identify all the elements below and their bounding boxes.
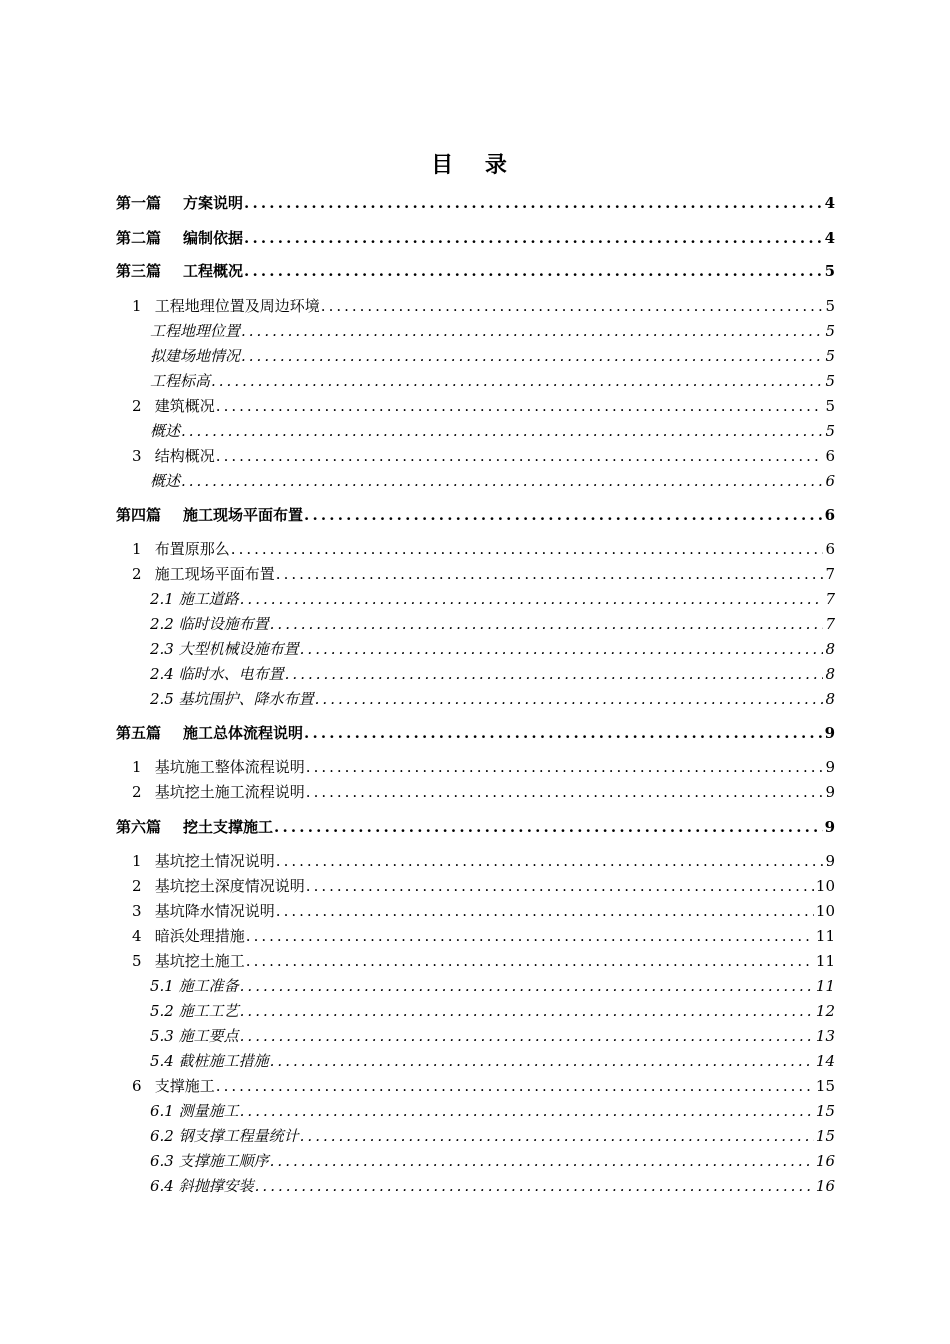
- toc-page-number: 15: [815, 1077, 835, 1095]
- toc-section[interactable]: [132, 538, 835, 559]
- toc-subsection[interactable]: [150, 1125, 835, 1146]
- toc-page-number: 5: [825, 422, 835, 440]
- toc-chapter[interactable]: [116, 192, 835, 213]
- toc-entry-text: 施工工艺: [178, 1002, 239, 1020]
- toc-leader-dots: [275, 565, 824, 583]
- toc-section[interactable]: [132, 445, 835, 466]
- toc-chapter[interactable]: [116, 504, 835, 525]
- toc-leader-dots: [299, 640, 824, 658]
- toc-entry-number: 3: [132, 902, 142, 920]
- toc-entry-text: 概述: [150, 422, 181, 440]
- toc-entry-text: 暗浜处理措施: [154, 927, 245, 945]
- toc-leader-dots: [180, 422, 823, 440]
- toc-page-number: 5: [825, 397, 835, 415]
- toc-entry-label: [150, 1150, 269, 1171]
- toc-entry-label: [150, 320, 240, 341]
- toc-section[interactable]: [132, 875, 835, 896]
- toc-entry-label: [132, 395, 215, 416]
- toc-entry-label: [132, 295, 320, 316]
- toc-entry-number: 6.4: [150, 1177, 174, 1195]
- toc-entry-text: 基坑挖土施工: [154, 952, 245, 970]
- toc-leader-dots: [284, 665, 824, 683]
- toc-subsection[interactable]: [150, 420, 835, 441]
- toc-entry-label: [132, 925, 245, 946]
- toc-page-number: 4: [824, 229, 835, 247]
- toc-entry-text: 基坑挖土深度情况说明: [154, 877, 305, 895]
- toc-leader-dots: [243, 194, 823, 212]
- toc-entry-label: [116, 816, 273, 837]
- toc-entry-label: [150, 420, 180, 441]
- toc-entry-text: 施工准备: [178, 977, 239, 995]
- toc-subsection[interactable]: [150, 663, 835, 684]
- toc-section[interactable]: [132, 756, 835, 777]
- toc-entry-number: 2.4: [150, 665, 174, 683]
- toc-page-number: 6: [824, 506, 835, 524]
- toc-leader-dots: [239, 977, 814, 995]
- toc-subsection[interactable]: [150, 320, 835, 341]
- toc-leader-dots: [239, 1027, 814, 1045]
- toc-page-number: 5: [825, 322, 835, 340]
- toc-page-number: 16: [815, 1152, 835, 1170]
- toc-page-number: 9: [824, 818, 835, 836]
- toc-entry-number: 5.3: [150, 1027, 174, 1045]
- toc-page-number: 7: [825, 615, 835, 633]
- toc-entry-text: 临时水、电布置: [178, 665, 284, 683]
- toc-subsection[interactable]: [150, 1100, 835, 1121]
- toc-page-number: 11: [815, 927, 835, 945]
- toc-entry-text: 施工总体流程说明: [183, 724, 304, 742]
- toc-entry-number: 2: [132, 565, 142, 583]
- toc-entry-label: [150, 1100, 239, 1121]
- toc-entry-text: 测量施工: [178, 1102, 239, 1120]
- toc-leader-dots: [215, 397, 824, 415]
- toc-entry-text: 基坑施工整体流程说明: [154, 758, 305, 776]
- toc-entry-label: [150, 588, 239, 609]
- toc-entry-number: 2.5: [150, 690, 174, 708]
- toc-chapter[interactable]: [116, 260, 835, 281]
- toc-leader-dots: [254, 1177, 814, 1195]
- toc-page-number: 8: [825, 640, 835, 658]
- toc-entry-number: 6.2: [150, 1127, 174, 1145]
- toc-chapter-number: 第三篇: [116, 262, 162, 280]
- toc-page-number: 13: [815, 1027, 835, 1045]
- toc-leader-dots: [180, 472, 823, 490]
- toc-page-number: 5: [825, 297, 835, 315]
- toc-page-number: 5: [824, 262, 835, 280]
- toc-page-number: 5: [825, 347, 835, 365]
- toc-entry-text: 挖土支撑施工: [183, 818, 274, 836]
- toc-entry-text: 结构概况: [154, 447, 215, 465]
- toc-entry-text: 钢支撑工程量统计: [178, 1127, 299, 1145]
- toc-subsection[interactable]: [150, 345, 835, 366]
- toc-subsection[interactable]: [150, 1175, 835, 1196]
- toc-page-number: 10: [815, 902, 835, 920]
- toc-entry-text: 工程地理位置及周边环境: [154, 297, 320, 315]
- toc-leader-dots: [239, 1002, 814, 1020]
- toc-entry-label: [150, 370, 210, 391]
- toc-page-number: 5: [825, 372, 835, 390]
- toc-entry-number: 6: [132, 1077, 142, 1095]
- toc-page-number: 9: [825, 758, 835, 776]
- toc-leader-dots: [240, 322, 823, 340]
- toc-section[interactable]: [132, 395, 835, 416]
- toc-entry-label: [150, 1000, 239, 1021]
- toc-entry-text: 工程标高: [150, 372, 211, 390]
- toc-entry-text: 支撑施工顺序: [178, 1152, 269, 1170]
- toc-entry-number: 2.3: [150, 640, 174, 658]
- toc-title: 目 录: [431, 152, 519, 178]
- toc-page-number: 8: [825, 690, 835, 708]
- toc-chapter[interactable]: [116, 227, 835, 248]
- toc-entry-text: 编制依据: [183, 229, 244, 247]
- toc-entry-label: [132, 538, 230, 559]
- toc-entry-number: 2: [132, 397, 142, 415]
- toc-entry-text: 工程概况: [183, 262, 244, 280]
- toc-subsection[interactable]: [150, 1000, 835, 1021]
- toc-entry-text: 基坑围护、降水布置: [178, 690, 314, 708]
- toc-entry-label: [150, 1175, 254, 1196]
- toc-entry-label: [150, 975, 239, 996]
- toc-entry-label: [150, 638, 299, 659]
- toc-chapter[interactable]: [116, 816, 835, 837]
- toc-leader-dots: [230, 540, 824, 558]
- toc-entry-text: 工程地理位置: [150, 322, 241, 340]
- toc-entry-label: [150, 1050, 269, 1071]
- toc-section[interactable]: [132, 295, 835, 316]
- toc-leader-dots: [245, 952, 814, 970]
- toc-leader-dots: [275, 902, 814, 920]
- toc-entry-label: [116, 260, 243, 281]
- toc-chapter[interactable]: [116, 722, 835, 743]
- toc-entry-number: 1: [132, 540, 142, 558]
- toc-leader-dots: [269, 615, 824, 633]
- toc-chapter-number: 第五篇: [116, 724, 162, 742]
- toc-entry-text: 施工要点: [178, 1027, 239, 1045]
- toc-leader-dots: [243, 262, 823, 280]
- toc-entry-text: 基坑降水情况说明: [154, 902, 275, 920]
- toc-entry-text: 拟建场地情况: [150, 347, 241, 365]
- toc-page-number: 15: [815, 1102, 835, 1120]
- toc-entry-number: 5: [132, 952, 142, 970]
- toc-leader-dots: [275, 852, 824, 870]
- toc-leader-dots: [215, 1077, 814, 1095]
- toc-entry-number: 2.1: [150, 590, 174, 608]
- toc-entry-text: 布置原那么: [154, 540, 230, 558]
- toc-leader-dots: [314, 690, 824, 708]
- toc-chapter-number: 第四篇: [116, 506, 162, 524]
- toc-entry-label: [150, 1125, 299, 1146]
- toc-subsection[interactable]: [150, 688, 835, 709]
- toc-page-number: 9: [824, 724, 835, 742]
- toc-entry-text: 支撑施工: [154, 1077, 215, 1095]
- toc-chapter-number: 第六篇: [116, 818, 162, 836]
- toc-leader-dots: [269, 1052, 814, 1070]
- toc-leader-dots: [273, 818, 823, 836]
- toc-entry-label: [132, 1075, 215, 1096]
- toc-leader-dots: [243, 229, 823, 247]
- toc-entry-label: [132, 950, 245, 971]
- toc-section[interactable]: [132, 781, 835, 802]
- toc-page-number: 10: [815, 877, 835, 895]
- toc-entry-label: [150, 470, 180, 491]
- toc-entry-text: 大型机械设施布置: [178, 640, 299, 658]
- toc-page-number: 14: [815, 1052, 835, 1070]
- toc-entry-label: [116, 722, 303, 743]
- toc-entry-label: [150, 1025, 239, 1046]
- toc-page-number: 9: [825, 783, 835, 801]
- toc-page-number: 9: [825, 852, 835, 870]
- toc-entry-label: [132, 756, 305, 777]
- toc-entry-text: 概述: [150, 472, 181, 490]
- toc-entry-label: [150, 663, 284, 684]
- toc-entry-text: 基坑挖土施工流程说明: [154, 783, 305, 801]
- toc-entry-text: 临时设施布置: [178, 615, 269, 633]
- toc-section[interactable]: [132, 850, 835, 871]
- toc-chapter-number: 第二篇: [116, 229, 162, 247]
- toc-leader-dots: [239, 590, 824, 608]
- toc-entry-text: 施工现场平面布置: [183, 506, 304, 524]
- toc-entry-label: [116, 504, 303, 525]
- toc-subsection[interactable]: [150, 1150, 835, 1171]
- toc-entry-label: [116, 192, 243, 213]
- toc-entry-number: 1: [132, 297, 142, 315]
- toc-entry-text: 施工道路: [178, 590, 239, 608]
- toc-entry-text: 方案说明: [183, 194, 244, 212]
- toc-leader-dots: [239, 1102, 814, 1120]
- toc-entry-number: 6.3: [150, 1152, 174, 1170]
- toc-page-number: 16: [815, 1177, 835, 1195]
- toc-entry-number: 2: [132, 783, 142, 801]
- toc-leader-dots: [305, 783, 824, 801]
- toc-page-number: 4: [824, 194, 835, 212]
- toc-leader-dots: [245, 927, 814, 945]
- toc-leader-dots: [305, 877, 814, 895]
- toc-entry-label: [150, 613, 269, 634]
- toc-entry-label: [132, 850, 275, 871]
- toc-entry-text: 斜抛撑安装: [178, 1177, 254, 1195]
- toc-entry-number: 5.4: [150, 1052, 174, 1070]
- toc-leader-dots: [210, 372, 823, 390]
- toc-leader-dots: [303, 724, 823, 742]
- toc-page-number: 7: [825, 565, 835, 583]
- toc-entry-number: 6.1: [150, 1102, 174, 1120]
- toc-chapter-number: 第一篇: [116, 194, 162, 212]
- toc-entry-number: 2.2: [150, 615, 174, 633]
- toc-subsection[interactable]: [150, 638, 835, 659]
- toc-page-number: 11: [815, 977, 835, 995]
- toc-entry-number: 1: [132, 758, 142, 776]
- toc-page-number: 15: [815, 1127, 835, 1145]
- toc-entry-number: 4: [132, 927, 142, 945]
- toc-entry-text: 基坑挖土情况说明: [154, 852, 275, 870]
- toc-entry-number: 3: [132, 447, 142, 465]
- toc-section[interactable]: [132, 900, 835, 921]
- toc-section[interactable]: [132, 925, 835, 946]
- toc-entry-label: [132, 445, 215, 466]
- toc-entry-number: 1: [132, 852, 142, 870]
- toc-entry-text: 施工现场平面布置: [154, 565, 275, 583]
- toc-page-number: 6: [825, 447, 835, 465]
- toc-page-number: 6: [825, 540, 835, 558]
- toc-leader-dots: [299, 1127, 814, 1145]
- toc-page-number: 12: [815, 1002, 835, 1020]
- toc-leader-dots: [320, 297, 824, 315]
- toc-entry-label: [150, 345, 240, 366]
- toc-entry-label: [132, 900, 275, 921]
- toc-section[interactable]: [132, 950, 835, 971]
- toc-page-number: 6: [825, 472, 835, 490]
- toc-leader-dots: [303, 506, 823, 524]
- toc-entry-label: [116, 227, 243, 248]
- toc-subsection[interactable]: [150, 613, 835, 634]
- toc-leader-dots: [215, 447, 824, 465]
- toc-section[interactable]: [132, 1075, 835, 1096]
- toc-entry-text: 建筑概况: [154, 397, 215, 415]
- toc-subsection[interactable]: [150, 370, 835, 391]
- toc-entry-number: 2: [132, 877, 142, 895]
- toc-page-number: 8: [825, 665, 835, 683]
- toc-page-number: 7: [825, 590, 835, 608]
- toc-leader-dots: [240, 347, 823, 365]
- toc-entry-label: [150, 688, 314, 709]
- toc-subsection[interactable]: [150, 588, 835, 609]
- toc-entry-number: 5.2: [150, 1002, 174, 1020]
- toc-entry-label: [132, 781, 305, 802]
- toc-leader-dots: [269, 1152, 814, 1170]
- toc-entry-text: 截桩施工措施: [178, 1052, 269, 1070]
- toc-entry-label: [132, 563, 275, 584]
- toc-subsection[interactable]: [150, 1050, 835, 1071]
- toc-entry-number: 5.1: [150, 977, 174, 995]
- toc-entry-label: [132, 875, 305, 896]
- toc-subsection[interactable]: [150, 470, 835, 491]
- toc-section[interactable]: [132, 563, 835, 584]
- toc-subsection[interactable]: [150, 975, 835, 996]
- toc-subsection[interactable]: [150, 1025, 835, 1046]
- toc-page-number: 11: [815, 952, 835, 970]
- toc-leader-dots: [305, 758, 824, 776]
